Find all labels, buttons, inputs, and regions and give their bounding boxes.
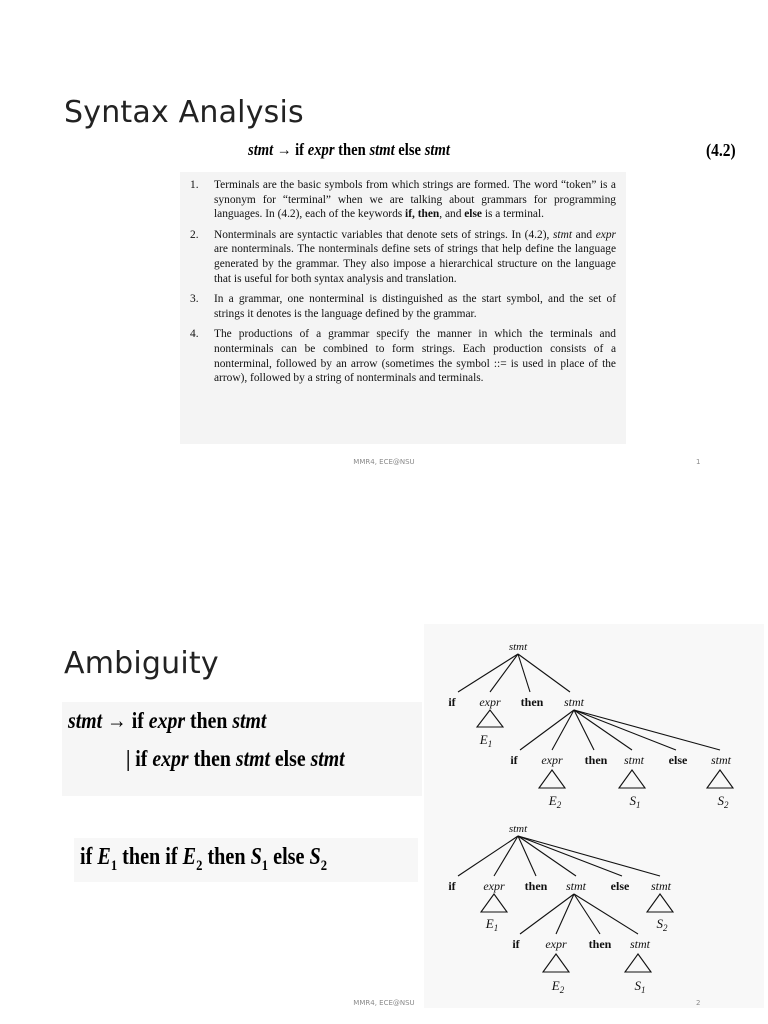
keyword-then: then <box>207 844 246 870</box>
nonterminal-stmt: stmt <box>248 140 274 159</box>
nonterminal-expr: expr <box>307 140 335 159</box>
leaf-e: $E_2$ <box>551 978 565 995</box>
node-stmt: stmt <box>623 753 645 767</box>
item-number: 2. <box>190 228 199 241</box>
leaf-e: $E_2$ <box>548 793 562 810</box>
page-number: 2 <box>696 999 701 1007</box>
node-stmt: stmt <box>710 753 732 767</box>
node-stmt-root: stmt <box>508 823 528 835</box>
node-expr: expr <box>479 695 501 709</box>
node-if: if <box>448 695 456 709</box>
list-item <box>186 327 616 385</box>
production-4-2 <box>248 140 450 160</box>
nonterminal-stmt: stmt <box>235 746 270 771</box>
keyword-if: if <box>295 140 305 159</box>
parse-tree-1 <box>448 641 731 810</box>
subscript: 1 <box>261 857 269 874</box>
leaf-s: $S_2$ <box>656 916 668 933</box>
node-expr: expr <box>541 753 563 767</box>
subscript: 1 <box>110 857 118 874</box>
item-text: Nonterminals are syntactic variables that denote sets of strings. In (4.2), <box>214 228 553 241</box>
scanned-text-panel <box>180 172 626 444</box>
grammar-line-1 <box>68 708 266 734</box>
node-stmt: stmt <box>629 937 651 951</box>
parse-trees-panel <box>424 624 764 1008</box>
leaf-e: $E_1$ <box>479 732 493 749</box>
list-item <box>186 292 616 321</box>
keyword-if: if <box>135 746 148 771</box>
list-item <box>186 178 616 222</box>
footer-credit: MMR4, ECE@NSU <box>353 999 415 1007</box>
node-then: then <box>520 695 544 709</box>
nonterminal-expr: expr <box>152 746 189 771</box>
subscript: 2 <box>196 857 203 874</box>
node-expr: expr <box>483 879 505 893</box>
keyword-else: else <box>274 746 306 771</box>
keyword-then: then <box>417 208 440 221</box>
item-number: 1. <box>190 179 199 191</box>
keyword-then: then <box>338 140 366 159</box>
alternative-bar: | <box>126 746 131 771</box>
item-text: is a terminal. <box>481 208 544 221</box>
keyword-then: then <box>122 844 161 870</box>
node-then: then <box>588 937 612 951</box>
list-item <box>186 228 616 286</box>
symbol-s: S <box>250 844 262 870</box>
page-number: 1 <box>696 458 701 466</box>
symbol-e: E <box>97 844 111 870</box>
item-text: Terminals are the basic symbols from which strings are formed. The word “token” is a synonym for “terminal” when we are talking about grammars for programming languages. In (4.2), each of the keywords <box>214 179 616 221</box>
node-then: then <box>524 879 548 893</box>
keyword-then: then <box>189 708 228 733</box>
grammar-line-2 <box>126 746 345 772</box>
item-text: In a grammar, one nonterminal is distinguished as the start symbol, and the set of strings it denotes is the language defined by the grammar. <box>214 293 616 320</box>
nonterminal-stmt: stmt <box>424 140 450 159</box>
keyword-if: if, <box>405 208 415 221</box>
keyword-if: if <box>80 844 93 870</box>
node-else: else <box>668 753 688 767</box>
slide-title: Ambiguity <box>64 646 219 681</box>
nonterminal-stmt: stmt <box>232 708 267 733</box>
nonterminal-expr: expr <box>595 228 616 241</box>
node-stmt: stmt <box>565 879 587 893</box>
node-if: if <box>510 753 518 767</box>
keyword-else: else <box>273 844 305 870</box>
leaf-s: $S_1$ <box>634 978 646 995</box>
item-text: and <box>572 228 596 241</box>
ambiguous-sentence <box>74 838 418 882</box>
arrow-symbol: → <box>276 140 292 159</box>
node-expr: expr <box>545 937 567 951</box>
footer-credit: MMR4, ECE@NSU <box>353 458 415 466</box>
item-text: , and <box>439 208 465 221</box>
slide-title: Syntax Analysis <box>64 95 304 130</box>
leaf-s: $S_1$ <box>629 793 641 810</box>
nonterminal-stmt: stmt <box>68 708 103 733</box>
leaf-e: $E_1$ <box>485 916 499 933</box>
slide-2 <box>0 512 768 1024</box>
node-then: then <box>584 753 608 767</box>
keyword-else: else <box>464 208 482 221</box>
equation-number: (4.2) <box>706 140 736 160</box>
node-else: else <box>610 879 630 893</box>
item-number: 3. <box>190 293 199 306</box>
item-number: 4. <box>190 328 199 341</box>
arrow-symbol: → <box>107 708 127 733</box>
nonterminal-stmt: stmt <box>310 746 345 771</box>
node-stmt-root: stmt <box>508 641 528 653</box>
nonterminal-stmt: stmt <box>553 228 572 241</box>
node-if: if <box>512 937 520 951</box>
node-stmt: stmt <box>563 695 585 709</box>
ambiguous-grammar <box>62 702 422 796</box>
node-stmt: stmt <box>650 879 672 893</box>
keyword-if: if <box>165 844 178 870</box>
nonterminal-expr: expr <box>148 708 186 733</box>
node-if: if <box>448 879 456 893</box>
item-text: The productions of a grammar specify the manner in which the terminals and nonterminals can be combined to form strings. Each production consists of a nonterminal, followed by an arrow (sometimes the symbol ::= is used in place of the arrow), followed by a string of nonterminals and terminals. <box>214 328 616 385</box>
symbol-s: S <box>309 844 321 870</box>
keyword-else: else <box>398 140 422 159</box>
keyword-if: if <box>131 708 144 733</box>
item-text: are nonterminals. The nonterminals define sets of strings that help define the language generated by the grammar. They also impose a hierarchical structure on the language that is useful for both syntax analysis and translation. <box>214 243 616 285</box>
nonterminal-stmt: stmt <box>369 140 395 159</box>
parse-trees-diagram <box>424 624 764 1008</box>
leaf-s: $S_2$ <box>717 793 729 810</box>
symbol-e: E <box>182 844 197 870</box>
parse-tree-2 <box>448 823 671 995</box>
keyword-then: then <box>193 746 231 771</box>
subscript: 2 <box>320 857 328 874</box>
